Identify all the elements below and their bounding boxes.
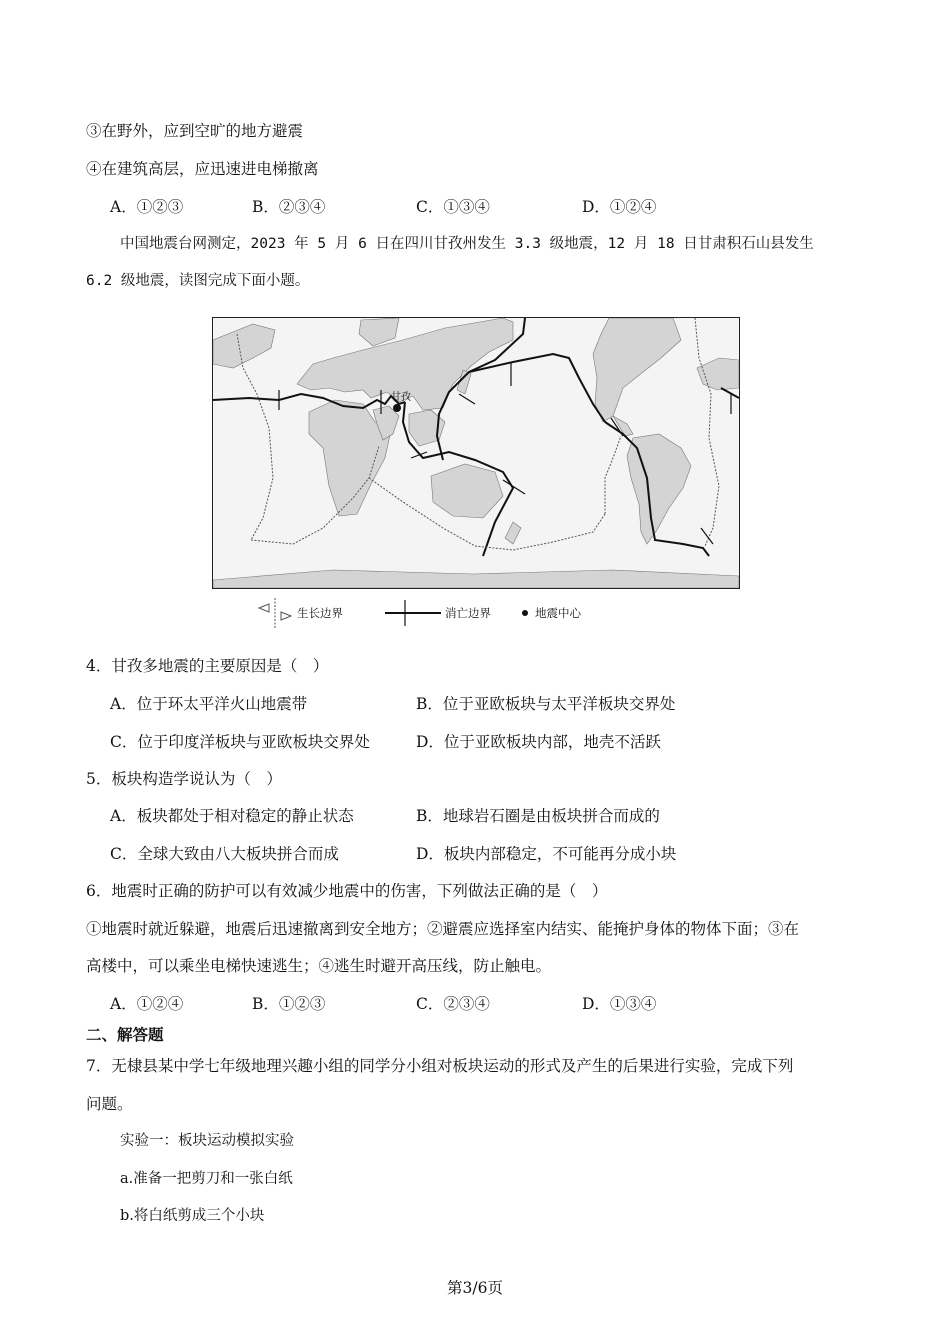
q4-option-a[interactable]: A．位于环太平洋火山地震带 — [110, 695, 308, 713]
world-map-svg — [213, 318, 739, 588]
q7-step-b: b.将白纸剪成三个小块 — [120, 1208, 265, 1224]
q7-stem-line-2: 问题。 — [86, 1095, 133, 1113]
q6-option-d[interactable]: D．①③④ — [582, 995, 657, 1013]
q4-stem: 4．甘孜多地震的主要原因是（ ） — [86, 657, 329, 675]
q5-option-d[interactable]: D．板块内部稳定，不可能再分成小块 — [416, 845, 677, 863]
epicenter-dot — [393, 404, 401, 412]
q3-option-a[interactable]: A．①②③ — [110, 198, 184, 216]
q6-stem: 6．地震时正确的防护可以有效减少地震中的伤害，下列做法正确的是（ ） — [86, 882, 608, 900]
q3-statement-4: ④在建筑高层，应迅速进电梯撤离 — [86, 160, 319, 178]
q6-body-line-2: 高楼中，可以乘坐电梯快速逃生；④逃生时避开高压线，防止触电。 — [86, 957, 552, 975]
q7-stem-line-1: 7．无棣县某中学七年级地理兴趣小组的同学分小组对板块运动的形式及产生的后果进行实验，完成下列 — [86, 1057, 794, 1075]
q3-option-c[interactable]: C．①③④ — [416, 198, 490, 216]
passage-line-1: 中国地震台网测定，2023 年 5 月 6 日在四川甘孜州发生 3.3 级地震，12 月 18 日甘肃积石山县发生 — [120, 236, 814, 252]
plate-boundary-map — [212, 317, 740, 589]
q7-step-a: a.准备一把剪刀和一张白纸 — [120, 1171, 293, 1187]
q6-option-c[interactable]: C．②③④ — [416, 995, 490, 1013]
q3-option-b[interactable]: B．②③④ — [252, 198, 326, 216]
q3-statement-3: ③在野外，应到空旷的地方避震 — [86, 122, 304, 140]
legend-growth-label: 生长边界 — [297, 606, 343, 620]
legend-subduction-label: 消亡边界 — [445, 606, 491, 620]
q6-body-line-1: ①地震时就近躲避，地震后迅速撤离到安全地方；②避震应选择室内结实、能掩护身体的物体下面；③在 — [86, 920, 800, 938]
epicenter-legend-icon — [519, 596, 531, 630]
q3-option-d[interactable]: D．①②④ — [582, 198, 657, 216]
ganzi-label: 甘孜 — [391, 392, 411, 403]
q5-option-c[interactable]: C．全球大致由八大板块拼合而成 — [110, 845, 339, 863]
q5-option-a[interactable]: A．板块都处于相对稳定的静止状态 — [110, 807, 354, 825]
growth-boundary-icon — [255, 596, 295, 630]
q6-option-b[interactable]: B．①②③ — [252, 995, 326, 1013]
subduction-boundary-icon — [383, 596, 443, 630]
page-number: 第3/6页 — [447, 1279, 503, 1297]
q6-option-a[interactable]: A．①②④ — [110, 995, 184, 1013]
q4-option-c[interactable]: C．位于印度洋板块与亚欧板块交界处 — [110, 733, 370, 751]
passage-line-2: 6.2 级地震，读图完成下面小题。 — [86, 273, 310, 289]
q5-option-b[interactable]: B．地球岩石圈是由板块拼合而成的 — [416, 807, 660, 825]
q7-experiment-title: 实验一：板块运动模拟实验 — [120, 1133, 294, 1149]
legend-epicenter-label: 地震中心 — [535, 606, 581, 620]
q4-option-d[interactable]: D．位于亚欧板块内部，地壳不活跃 — [416, 733, 661, 751]
q4-option-b[interactable]: B．位于亚欧板块与太平洋板块交界处 — [416, 695, 676, 713]
q5-stem: 5．板块构造学说认为（ ） — [86, 770, 282, 788]
map-legend — [255, 596, 615, 630]
section-2-title: 二、解答题 — [86, 1025, 164, 1044]
